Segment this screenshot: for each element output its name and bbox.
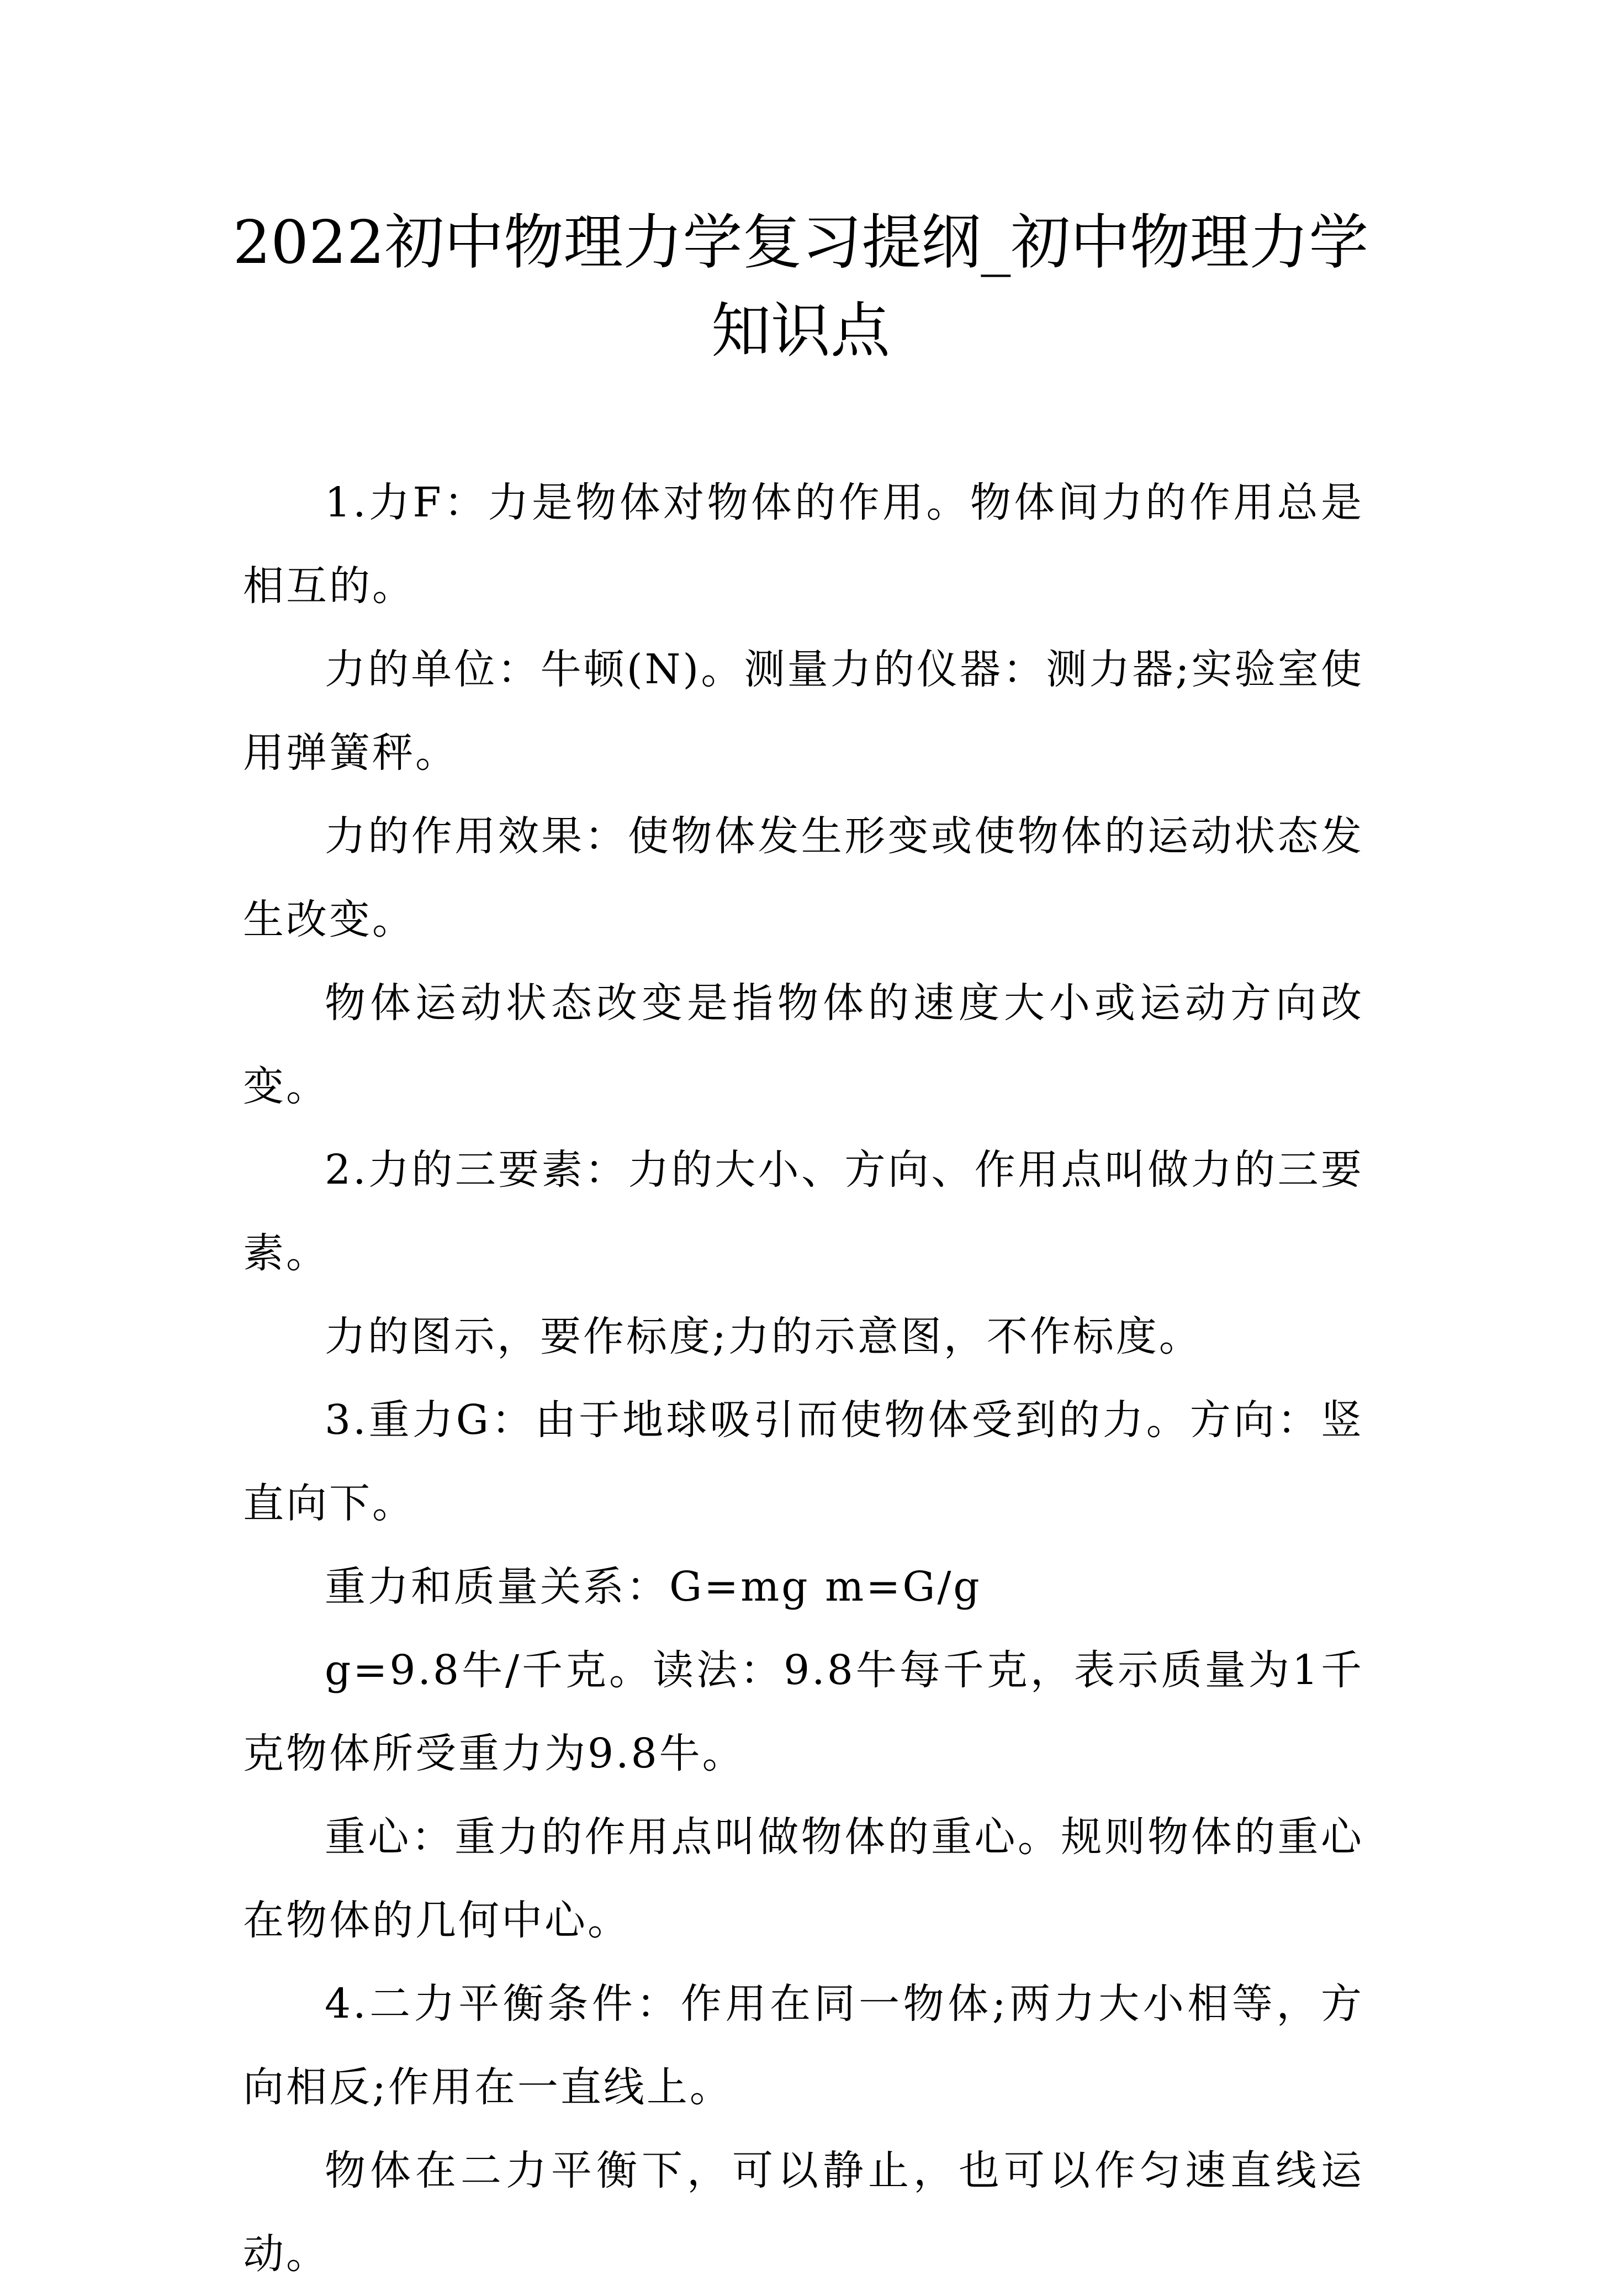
paragraph-center-of-gravity: 重心：重力的作用点叫做物体的重心。规则物体的重心在物体的几何中心。: [243, 1813, 1364, 1944]
document-title: 2022初中物理力学复习提纲_初中物理力学知识点: [232, 208, 1369, 366]
paragraph-force-unit: 力的单位：牛顿(N)。测量力的仪器：测力器;实验室使用弹簧秤。: [243, 646, 1364, 777]
paragraph-motion-state-change: 物体运动状态改变是指物体的速度大小或运动方向改变。: [243, 979, 1364, 1110]
paragraph-g-value: g=9.8牛/千克。读法：9.8牛每千克，表示质量为1千克物体所受重力为9.8牛。: [243, 1646, 1364, 1777]
paragraph-force-definition: 1.力F：力是物体对物体的作用。物体间力的作用总是相互的。: [243, 479, 1364, 610]
paragraph-equilibrium-motion: 物体在二力平衡下，可以静止，也可以作匀速直线运动。: [243, 2147, 1364, 2278]
document-body: [243, 461, 1364, 2296]
paragraph-gravity-mass-relation: 重力和质量关系：G=mg m=G/g: [325, 1563, 982, 1611]
paragraph-force-diagram: 力的图示，要作标度;力的示意图，不作标度。: [325, 1313, 1202, 1360]
paragraph-three-elements: 2.力的三要素：力的大小、方向、作用点叫做力的三要素。: [243, 1146, 1364, 1277]
paragraph-force-effect: 力的作用效果：使物体发生形变或使物体的运动状态发生改变。: [243, 812, 1364, 943]
paragraph-equilibrium-conditions: 4.二力平衡条件：作用在同一物体;两力大小相等，方向相反;作用在一直线上。: [243, 1980, 1364, 2111]
paragraph-gravity: 3.重力G：由于地球吸引而使物体受到的力。方向：竖直向下。: [243, 1396, 1364, 1527]
